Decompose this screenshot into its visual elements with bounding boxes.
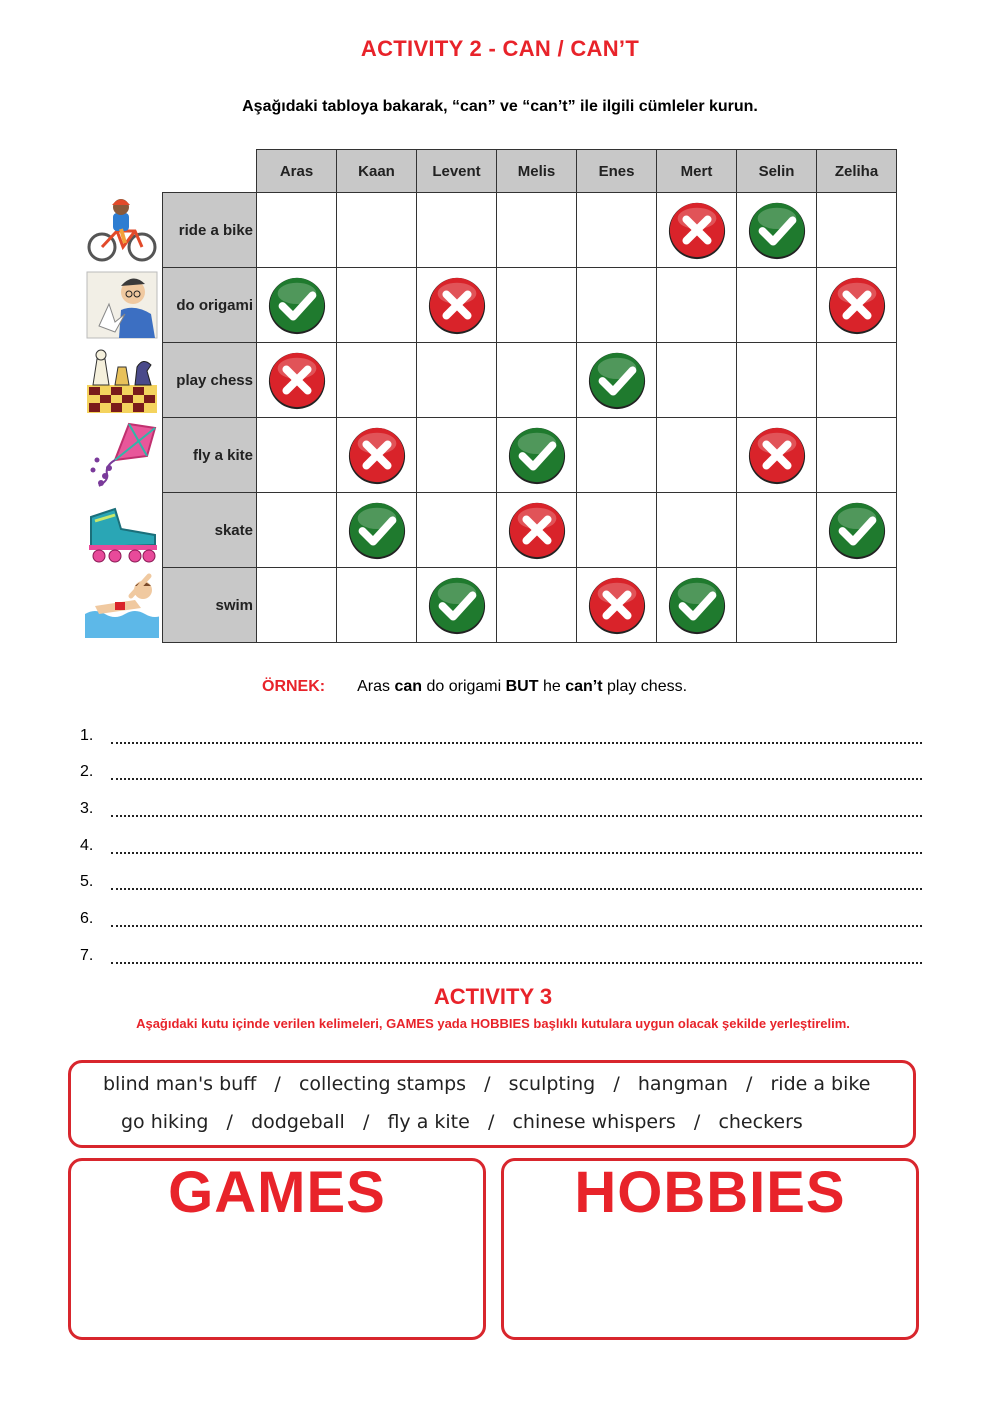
table-row — [82, 493, 897, 568]
cross-icon — [266, 349, 328, 411]
table-cell — [497, 493, 577, 568]
table-cell — [737, 418, 817, 493]
cross-icon — [666, 199, 728, 261]
table-cell — [737, 343, 817, 418]
table-cell — [257, 418, 337, 493]
table-header-row — [82, 150, 897, 193]
answer-line[interactable]: 6. — [80, 910, 922, 930]
table-cell — [257, 493, 337, 568]
table-cell — [497, 268, 577, 343]
table-cell — [337, 418, 417, 493]
table-cell — [657, 568, 737, 643]
cross-icon — [426, 274, 488, 336]
example-label: ÖRNEK: — [262, 678, 326, 695]
cross-icon — [826, 274, 888, 336]
table-cell — [257, 568, 337, 643]
activity-label: swim — [163, 568, 257, 643]
table-cell — [737, 568, 817, 643]
table-cell — [337, 493, 417, 568]
activity3-instruction: Aşağıdaki kutu içinde verilen kelimeleri, GAMES yada HOBBIES başlıklı kutulara uygun olacak şekilde yerleştirelim. — [136, 1016, 850, 1031]
check-icon — [266, 274, 328, 336]
example-bold: can — [394, 678, 423, 695]
activity2-instruction: Aşağıdaki tabloya bakarak, “can” ve “can’t” ile ilgili cümleler kurun. — [242, 98, 758, 115]
column-header: Zeliha — [817, 150, 897, 193]
table-cell — [817, 193, 897, 268]
origami-icon — [82, 268, 163, 343]
activity-label: skate — [163, 493, 257, 568]
table-cell — [337, 568, 417, 643]
table-cell — [817, 418, 897, 493]
example-text: Aras — [357, 678, 395, 695]
activity3-title: ACTIVITY 3 — [433, 984, 553, 1009]
activity-label: fly a kite — [163, 418, 257, 493]
table-cell — [737, 493, 817, 568]
table-cell — [257, 343, 337, 418]
activity-label: play chess — [163, 343, 257, 418]
table-cell — [737, 268, 817, 343]
kite-icon — [82, 418, 163, 493]
table-cell — [257, 193, 337, 268]
answer-line[interactable]: 1. — [80, 727, 922, 747]
example-bold: BUT — [505, 678, 539, 695]
answer-line[interactable]: 5. — [80, 873, 922, 893]
table-cell — [577, 493, 657, 568]
table-cell — [497, 193, 577, 268]
table-row — [82, 568, 897, 643]
table-cell — [257, 268, 337, 343]
column-header: Selin — [737, 150, 817, 193]
hobbies-box[interactable] — [501, 1158, 919, 1340]
activity-label: do origami — [163, 268, 257, 343]
table-cell — [417, 343, 497, 418]
table-cell — [657, 268, 737, 343]
example-text: play chess. — [602, 678, 688, 695]
check-icon — [346, 499, 408, 561]
column-header: Melis — [497, 150, 577, 193]
table-cell — [497, 343, 577, 418]
table-cell — [417, 268, 497, 343]
bike-rider-icon — [82, 193, 163, 268]
table-cell — [817, 568, 897, 643]
word-bank — [68, 1060, 916, 1148]
table-cell — [577, 268, 657, 343]
table-cell — [657, 493, 737, 568]
swimmer-icon — [82, 568, 163, 643]
table-cell — [577, 343, 657, 418]
table-cell — [417, 418, 497, 493]
activity-label: ride a bike — [163, 193, 257, 268]
column-header: Kaan — [337, 150, 417, 193]
check-icon — [586, 349, 648, 411]
table-row — [82, 343, 897, 418]
table-cell — [817, 343, 897, 418]
check-icon — [746, 199, 808, 261]
table-cell — [417, 493, 497, 568]
check-icon — [666, 574, 728, 636]
column-header: Aras — [257, 150, 337, 193]
answer-line[interactable]: 7. — [80, 947, 922, 967]
example-text: he — [538, 678, 566, 695]
table-row — [82, 193, 897, 268]
cross-icon — [586, 574, 648, 636]
table-cell — [657, 418, 737, 493]
answer-line[interactable]: 3. — [80, 800, 922, 820]
table-cell — [497, 568, 577, 643]
table-cell — [417, 193, 497, 268]
activity2-title: ACTIVITY 2 - CAN / CAN’T — [360, 36, 640, 61]
games-box[interactable] — [68, 1158, 486, 1340]
table-row — [82, 418, 897, 493]
table-cell — [577, 193, 657, 268]
table-cell — [817, 268, 897, 343]
table-cell — [577, 418, 657, 493]
column-header: Mert — [657, 150, 737, 193]
example-sentence — [262, 678, 687, 696]
cross-icon — [506, 499, 568, 561]
cross-icon — [746, 424, 808, 486]
roller-skate-icon — [82, 493, 163, 568]
table-cell — [497, 418, 577, 493]
table-cell — [657, 193, 737, 268]
check-icon — [826, 499, 888, 561]
hobbies-title: HOBBIES — [574, 1160, 846, 1225]
can-cant-table — [82, 149, 897, 643]
word-bank-row: blind man's buff / collecting stamps / sculpting / hangman / ride a bike — [103, 1073, 871, 1095]
table-cell — [657, 343, 737, 418]
column-header: Levent — [417, 150, 497, 193]
table-cell — [577, 568, 657, 643]
table-cell — [337, 343, 417, 418]
table-cell — [337, 193, 417, 268]
table-cell — [737, 193, 817, 268]
cross-icon — [346, 424, 408, 486]
table-cell — [337, 268, 417, 343]
check-icon — [506, 424, 568, 486]
column-header: Enes — [577, 150, 657, 193]
word-bank-row: go hiking / dodgeball / fly a kite / chinese whispers / checkers — [121, 1111, 803, 1133]
check-icon — [426, 574, 488, 636]
table-row — [82, 268, 897, 343]
example-text: do origami — [422, 678, 506, 695]
games-title: GAMES — [168, 1160, 386, 1225]
answer-line[interactable]: 4. — [80, 837, 922, 857]
chess-icon — [82, 343, 163, 418]
table-cell — [417, 568, 497, 643]
answer-line[interactable]: 2. — [80, 763, 922, 783]
table-cell — [817, 493, 897, 568]
example-bold: can’t — [565, 678, 603, 695]
